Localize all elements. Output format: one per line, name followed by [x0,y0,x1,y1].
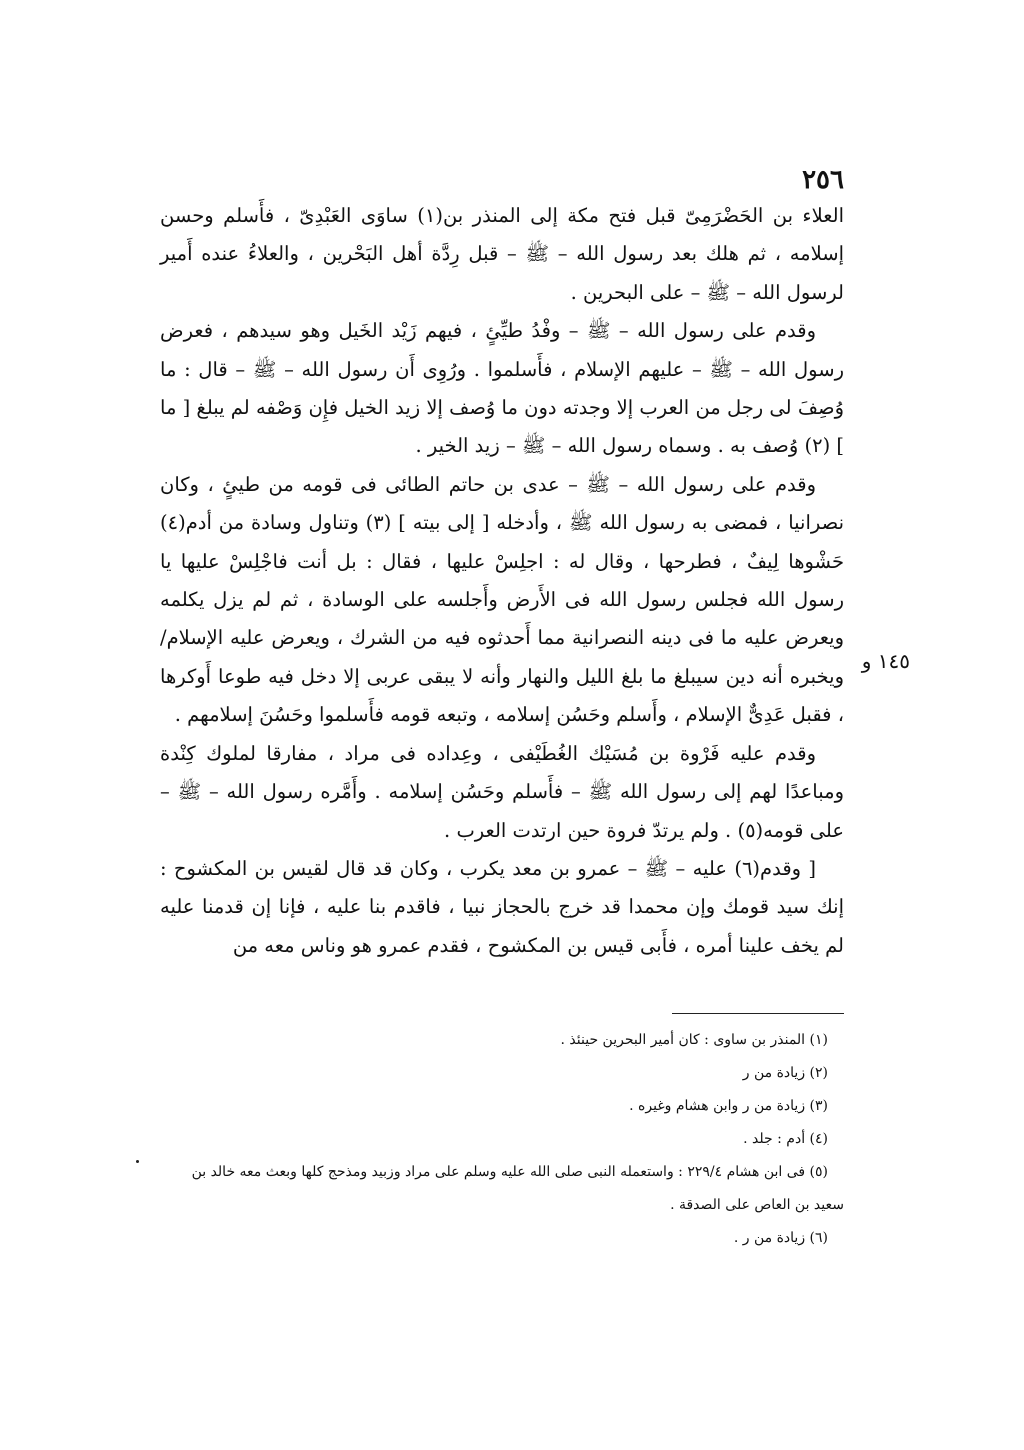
footnote: (٦) زيادة من ر . [733,1230,828,1246]
paragraph: وقدم على رسول الله – ﷺ – عدى بن حاتم الطائى فى قومه من طيئٍ ، وكان نصرانيا ، فمضى به رسول الله ﷺ ، وأدخله [ إلى بيته ] (٣) وتناول وسادة من أدم(٤) حَشْوها لِيفٌ ، فطرحها ، وقال له : اجلِسْ عليها ، فقال : بل أنت فاجْلِسْ عليها يا رسول الله فجلس رسول الله فى الأَرض وأَجلسه على الوسادة ، ثم لم يزل يكلمه ويعرض عليه ما فى دينه النصرانية مما أَحدثوه فيه من الشرك ، ويعرض عليه الإسلام/ويخبره أنه دين سيبلغ ما بلغ الليل والنهار وأنه لا يبقى عربى إلا دخل فيه طوعا أَوكرها ، فقبل عَدِىٌّ الإسلام ، وأَسلم وحَسُن إسلامه ، وتبعه قومه فأَسلموا وحَسُنَ إسلامهم . [160,472,845,727]
footnote-continuation: سعيد بن العاص على الصدقة . [670,1197,844,1213]
page-number: ٢٥٦ [802,165,844,195]
footnote: (٤) أدم : جلد . [743,1131,828,1147]
footnotes [160,1024,844,1255]
paragraph: العلاء بن الحَضْرَمِىّ قبل فتح مكة إلى المنذر بن(١) ساوَى العَبْدِىّ ، فأَسلم وحسن إسلامه ، ثم هلك بعد رسول الله – ﷺ – قبل رِدَّة أهل البَحْرين ، والعلاءُ عنده أَمير لرسول الله – ﷺ – على البحرين . [160,204,844,304]
paragraph: [ وقدم(٦) عليه – ﷺ – عمرو بن معد يكرب ، وكان قد قال لقيس بن المكشوح : إنك سيد قومك وإن محمدا قد خرج بالحجاز نبيا ، فاقدم بنا عليه ، فإنا إن قدمنا عليه لم يخف علينا أمره ، فأَبى قيس بن المكشوح ، فقدم عمرو هو وناس معه من [160,856,844,957]
scan-speck [136,1160,139,1163]
footnote: (٣) زيادة من ر وابن هشام وغيره . [629,1098,828,1114]
paragraph: وقدم عليه فَرْوة بن مُسَيْك الغُطَيْفى ، وعِداده فى مراد ، مفارقا لملوك كِنْدة ومباعدًا لهم إلى رسول الله ﷺ – فأَسلم وحَسُن إسلامه . وأَمَّره رسول الله – ﷺ – على قومه(٥) . ولم يرتدّ فروة حين ارتدت العرب . [160,741,844,842]
footnote-divider [672,1013,844,1014]
footnote: (٥) فى ابن هشام ٢٢٩/٤ : واستعمله النبى صلى الله عليه وسلم على مراد وزبيد ومذحج كلها وبعث معه خالد بن [191,1164,828,1180]
footnote: (٢) زيادة من ر [742,1065,828,1081]
footnote: (١) المنذر بن ساوى : كان أمير البحرين حينئذ . [560,1032,828,1048]
folio-margin-note: ١٤٥ و [861,649,910,673]
paragraph: وقدم على رسول الله – ﷺ – وفْدُ طيِّئٍ ، فيهم زَيْد الخَيل وهو سيدهم ، فعرض رسول الله – ﷺ – عليهم الإسلام ، فأَسلموا . ورُوِى أَن رسول الله – ﷺ – قال : ما وُصِفَ لى رجل من العرب إلا وجدته دون ما وُصف إلا زيد الخيل فإِن وَصْفه لم يبلغ [ ما ] (٢) وُصف به . وسماه رسول الله – ﷺ – زيد الخير . [160,319,844,458]
main-text [160,197,844,965]
